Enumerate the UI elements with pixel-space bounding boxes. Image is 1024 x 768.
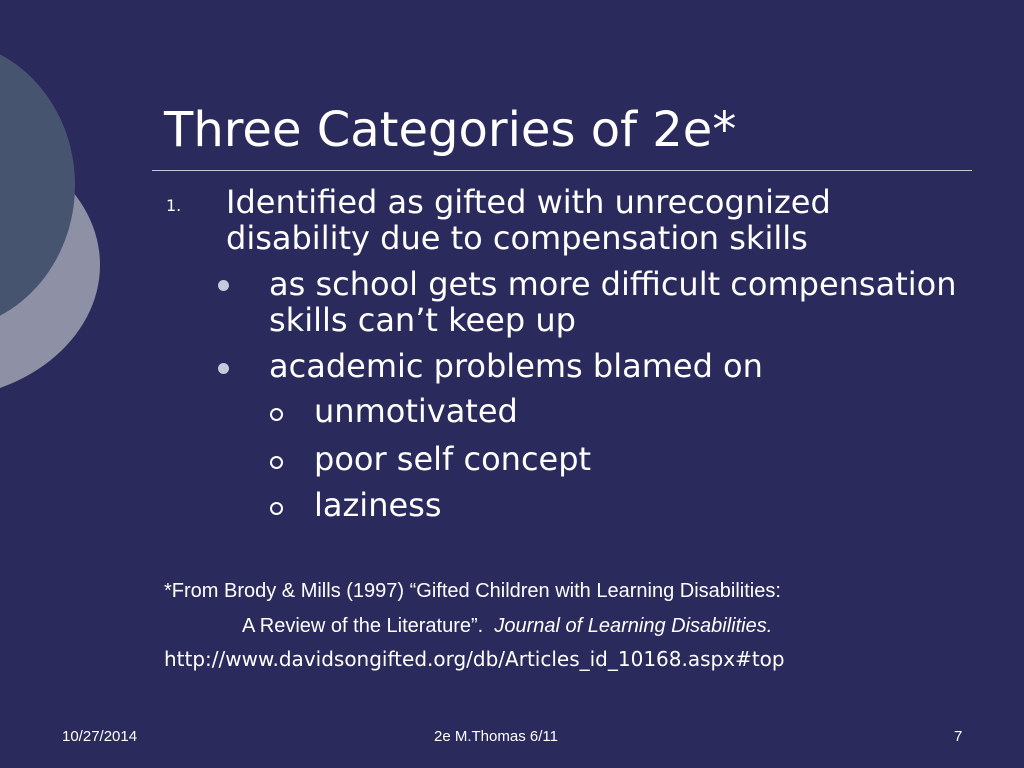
- footer-center-text: 2e M.Thomas 6/11: [434, 728, 558, 745]
- bullet-dot-icon: [218, 280, 229, 291]
- hollow-circle-bullet-icon: [270, 456, 283, 469]
- reference-article-title: A Review of the Literature”.: [242, 615, 484, 637]
- list-item-line-1: Identified as gifted with unrecognized: [226, 183, 831, 221]
- bullet-dot-icon: [218, 363, 229, 374]
- reference-url[interactable]: http://www.davidsongifted.org/db/Articles_id_10168.aspx#top: [164, 647, 785, 671]
- bullet-2-line-1: academic problems blamed on: [269, 347, 763, 385]
- list-item-number: 1.: [166, 196, 182, 215]
- hollow-circle-bullet-icon: [270, 408, 283, 421]
- hollow-circle-bullet-icon: [270, 502, 283, 515]
- sub-bullet-3: laziness: [314, 486, 442, 524]
- bullet-1-line-2: skills can’t keep up: [269, 301, 576, 339]
- footer-date: 10/27/2014: [62, 728, 138, 745]
- bullet-1-line-1: as school gets more difficult compensation: [269, 265, 957, 303]
- reference-line-1: *From Brody & Mills (1997) “Gifted Children with Learning Disabilities:: [164, 580, 781, 602]
- sub-bullet-2: poor self concept: [314, 440, 592, 478]
- reference-journal: Journal of Learning Disabilities.: [494, 615, 773, 637]
- slide-title: Three Categories of 2e*: [164, 102, 737, 158]
- footer-page-number: 7: [954, 728, 963, 745]
- title-divider: [152, 170, 972, 171]
- list-item-line-2: disability due to compensation skills: [226, 219, 808, 257]
- reference-line-2: [242, 614, 772, 638]
- sub-bullet-1: unmotivated: [314, 392, 518, 430]
